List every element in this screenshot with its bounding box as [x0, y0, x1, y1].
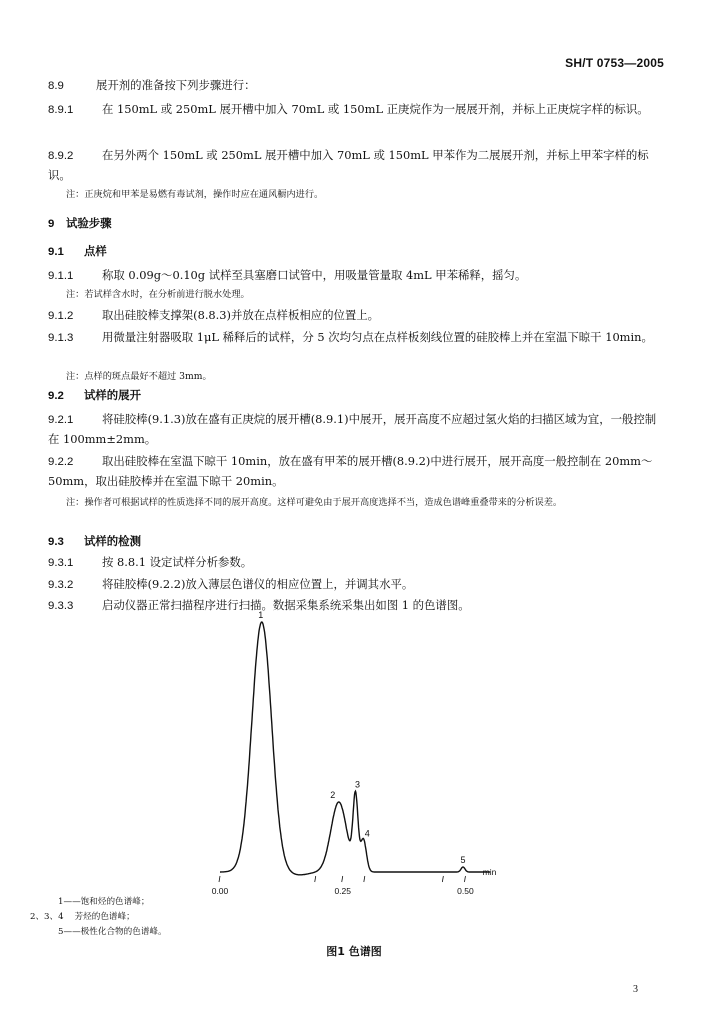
- note-development-height: 注：操作者可根据试样的性质选择不同的展开高度。这样可避免由于展开高度选择不当，造成色谱峰重叠带来的分析误差。: [66, 497, 563, 508]
- clause-9-3-2: [48, 575, 662, 595]
- section-title: 试样的展开: [84, 388, 141, 402]
- x-tick-mark: [464, 876, 465, 882]
- clause-text: 取出硅胶棒在室温下晾干 10min，放在盛有甲苯的展开槽(8.9.2)中进行展开，展开高度一般控制在 20mm～50mm，取出硅胶棒并在室温下晾干 20min。: [48, 454, 653, 488]
- clause-text: 将硅胶棒(9.2.2)放入薄层色谱仪的相应位置上，并调其水平。: [102, 577, 414, 591]
- legend-key: 2、3、4: [30, 912, 64, 922]
- clause-text: 按 8.8.1 设定试样分析参数。: [102, 555, 253, 569]
- x-tick-mark: [219, 876, 220, 882]
- clause-number: 9.3.1: [48, 557, 74, 569]
- section-title: 试样的检测: [84, 534, 141, 548]
- clause-text: 在另外两个 150mL 或 250mL 展开槽中加入 70mL 或 150mL 甲苯作为二展展开剂，并标上甲苯字样的标识。: [48, 148, 649, 182]
- legend-key: 1: [58, 897, 64, 907]
- note-spot-size: 注：点样的斑点最好不超过 3mm。: [66, 371, 212, 382]
- clause-text: 称取 0.09g～0.10g 试样至具塞磨口试管中，用吸量管量取 4mL 甲苯稀释，摇匀。: [102, 268, 527, 282]
- x-tick-label: 0.50: [457, 886, 474, 896]
- page-number: 3: [633, 984, 638, 995]
- clause-text: 展开剂的准备按下列步骤进行：: [96, 78, 256, 92]
- x-minor-tick: [442, 876, 443, 882]
- section-number: 9.2: [48, 390, 64, 402]
- clause-text: 在 150mL 或 250mL 展开槽中加入 70mL 或 150mL 正庚烷作为一展展开剂，并标上正庚烷字样的标识。: [102, 102, 649, 116]
- legend-text: 饱和烃的色谱峰；: [80, 897, 150, 907]
- chromatogram-signal-line: [220, 622, 490, 875]
- section-title: 点样: [84, 244, 107, 258]
- clause-number: 8.9.1: [48, 104, 74, 116]
- peak-label-3: 3: [354, 779, 361, 790]
- clause-9-1-3: [48, 328, 662, 348]
- legend-key: 5: [58, 927, 64, 937]
- note-dehydration: 注：若试样含水时，在分析前进行脱水处理。: [66, 289, 250, 300]
- section-number: 9.1: [48, 246, 64, 258]
- section-number: 9.3: [48, 536, 64, 548]
- section-9-heading: [48, 214, 662, 234]
- peak-label-5: 5: [460, 855, 466, 865]
- x-axis-unit-label: min: [482, 867, 497, 877]
- x-minor-tick: [315, 876, 316, 882]
- document-code: SH/T 0753—2005: [565, 56, 664, 70]
- clause-number: 9.2.1: [48, 414, 74, 426]
- clause-text: 将硅胶棒(9.1.3)放在盛有正庚烷的展开槽(8.9.1)中展开，展开高度不应超过氢火焰的扫描区域为宜，一般控制在 100mm±2mm。: [48, 412, 657, 446]
- legend-item-saturates: 1——饱和烃的色谱峰；: [58, 897, 150, 907]
- legend-item-aromatics: [30, 911, 135, 924]
- legend-text: 极性化合物的色谱峰。: [80, 927, 167, 937]
- clause-9-2-2: [48, 452, 662, 491]
- section-title: 试验步骤: [66, 216, 112, 230]
- clause-8-9: [48, 76, 662, 96]
- figure-caption: 图1 色谱图: [326, 945, 382, 958]
- clause-9-1-2: [48, 306, 662, 326]
- clause-number: 9.1.3: [48, 332, 74, 344]
- clause-number: 9.3.3: [48, 600, 74, 612]
- x-tick-label: 0.25: [334, 886, 352, 896]
- note-toxic-reagents: 注：正庚烷和甲苯是易燃有毒试剂，操作时应在通风橱内进行。: [66, 189, 324, 200]
- x-minor-tick: [364, 876, 365, 882]
- section-9-3-heading: [48, 532, 662, 552]
- clause-9-3-1: [48, 553, 662, 573]
- peak-label-4: 4: [364, 828, 370, 839]
- section-9-1-heading: [48, 242, 662, 262]
- x-tick-mark: [342, 876, 343, 882]
- x-tick-label: 0.00: [211, 886, 229, 896]
- clause-number: 9.1.2: [48, 310, 74, 322]
- clause-number: 8.9.2: [48, 150, 74, 162]
- clause-9-1-1: [48, 266, 662, 286]
- clause-number: 9.1.1: [48, 270, 74, 282]
- clause-number: 9.3.2: [48, 579, 74, 591]
- clause-text: 取出硅胶棒支撑架(8.8.3)并放在点样板相应的位置上。: [102, 308, 380, 322]
- section-9-2-heading: [48, 386, 662, 406]
- legend-text: 芳烃的色谱峰；: [74, 912, 135, 922]
- clause-number: 8.9: [48, 80, 64, 92]
- peak-label-2: 2: [330, 790, 336, 800]
- clause-8-9-1: [48, 100, 662, 120]
- chromatogram: [200, 610, 510, 900]
- clause-text: 用微量注射器吸取 1μL 稀释后的试样，分 5 次均匀点在点样板刻线位置的硅胶棒上并在室温下晾干 10min。: [102, 330, 653, 344]
- clause-text: 启动仪器正常扫描程序进行扫描。数据采集系统采集出如图 1 的色谱图。: [102, 598, 470, 612]
- clause-8-9-2: [48, 146, 662, 185]
- clause-number: 9.2.2: [48, 456, 74, 468]
- peak-label-1: 1: [258, 610, 264, 620]
- section-number: 9: [48, 218, 55, 230]
- legend-item-polars: 5——极性化合物的色谱峰。: [58, 927, 167, 937]
- clause-9-2-1: [48, 410, 662, 449]
